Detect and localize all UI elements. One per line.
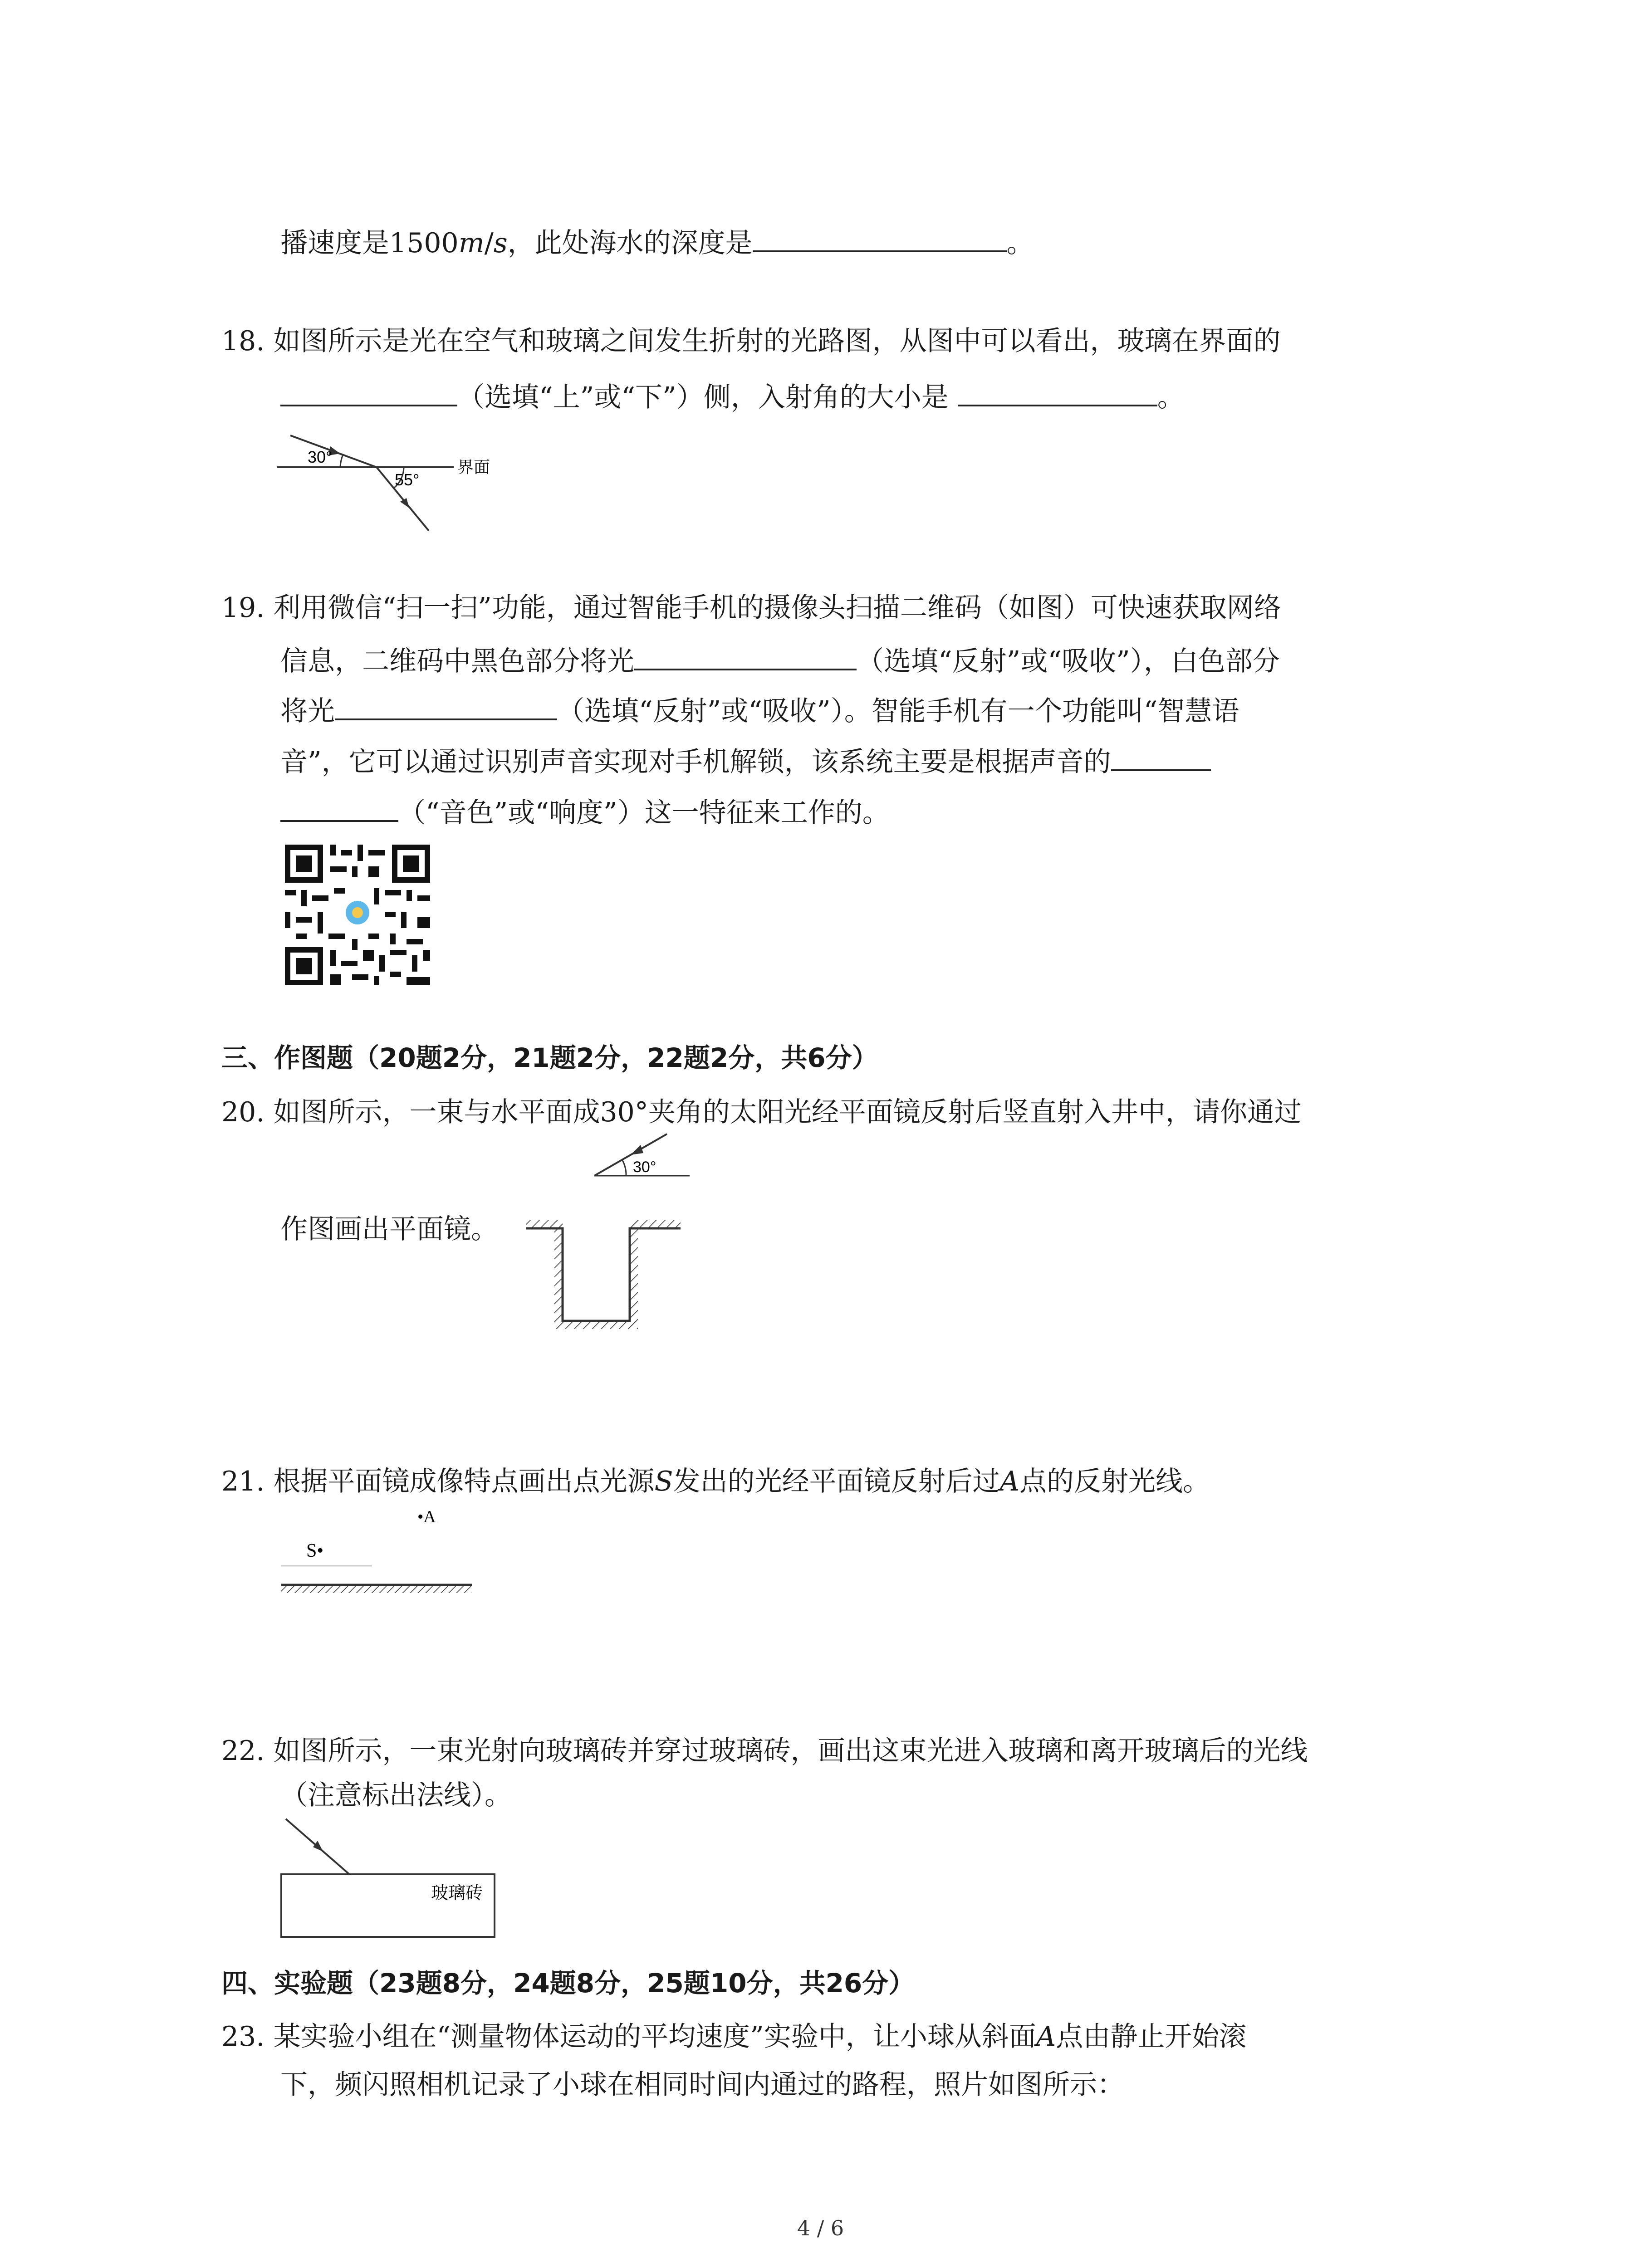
well-right-wall-hatch: [630, 1220, 638, 1329]
q19-line-1: 19. 利用微信“扫一扫”功能，通过智能手机的摄像头扫描二维码（如图）可快速获取网络: [221, 592, 1281, 624]
question-number: 20.: [221, 1096, 265, 1128]
refracted-arrow: [400, 498, 409, 508]
q18-line-2: （选填“上”或“下”）侧，入射角的大小是 。: [280, 376, 1185, 415]
q18-blank-2[interactable]: [958, 376, 1157, 406]
glass-brick-label: 玻璃砖: [431, 1884, 483, 1903]
section-heading-experiment: 四、实验题（23题8分，24题8分，25题10分，共26分）: [221, 1968, 915, 1999]
section-heading-drawing: 三、作图题（20题2分，21题2分，22题2分，共6分）: [221, 1042, 878, 1073]
q23-line-1: 23. 某实验小组在“测量物体运动的平均速度”实验中，让小球从斜面A点由静止开始滚: [221, 2021, 1247, 2053]
q19-line-5: （“音色”或“响度”）这一特征来工作的。: [280, 792, 890, 831]
q21-line-1: 21. 根据平面镜成像特点画出点光源S发出的光经平面镜反射后过A点的反射光线。: [221, 1466, 1210, 1497]
q20-well-figure: [526, 1134, 681, 1334]
q19-blank-2[interactable]: [335, 690, 557, 720]
q18-refraction-figure: [272, 417, 508, 535]
incident-arrow: [313, 1841, 323, 1852]
q17-answer-blank[interactable]: [753, 222, 1007, 252]
question-number: 22.: [221, 1735, 265, 1767]
q19-blank-1[interactable]: [634, 640, 857, 670]
q19-blank-3a[interactable]: [1111, 741, 1211, 771]
point-s-label: S•: [306, 1540, 324, 1561]
q18-blank-1[interactable]: [280, 376, 457, 406]
q22-glass-brick-figure: [281, 1819, 499, 1941]
question-number: 21.: [221, 1466, 265, 1497]
q17-continuation: 播速度是1500m/s，此处海水的深度是 。: [280, 222, 1034, 261]
qr-code-image: [285, 845, 430, 985]
q18-line-1: 18. 如图所示是光在空气和玻璃之间发生折射的光路图，从图中可以看出，玻璃在界面的: [221, 325, 1281, 357]
angle-arc: [622, 1160, 626, 1176]
angle-label-30: 30°: [308, 448, 333, 466]
q19-blank-3b[interactable]: [280, 792, 398, 822]
sun-ray-arrow: [631, 1145, 643, 1155]
mirror-hatch: [281, 1586, 472, 1593]
q22-line-1: 22. 如图所示，一束光射向玻璃砖并穿过玻璃砖，画出这束光进入玻璃和离开玻璃后的光线: [221, 1735, 1308, 1767]
interface-label: 界面: [457, 458, 490, 476]
q20-line-1: 20. 如图所示，一束与水平面成30°夹角的太阳光经平面镜反射后竖直射入井中，请你通过: [221, 1096, 1302, 1128]
q19-line-4: 音”，它可以通过识别声音实现对手机解锁，该系统主要是根据声音的: [280, 741, 1211, 780]
q21-mirror-figure: [281, 1506, 481, 1597]
q23-line-2: 下，频闪照相机记录了小球在相同时间内通过的路程，照片如图所示：: [280, 2069, 1124, 2101]
well-bottom-hatch: [554, 1321, 638, 1329]
q22-line-2: （注意标出法线）。: [280, 1779, 512, 1811]
question-number: 19.: [221, 592, 265, 624]
point-a-label: •A: [417, 1507, 436, 1526]
angle-label-55: 55°: [395, 470, 420, 489]
question-number: 23.: [221, 2021, 265, 2053]
q20-line-2: 作图画出平面镜。: [280, 1213, 498, 1245]
well-outline: [526, 1228, 681, 1321]
q19-line-3: 将光 （选填“反射”或“吸收”）。智能手机有一个功能叫“智慧语: [280, 690, 1239, 729]
question-number: 18.: [221, 325, 265, 357]
well-left-wall-hatch: [554, 1220, 563, 1329]
page-number: 4 / 6: [797, 2216, 844, 2240]
angle-label: 30°: [633, 1158, 656, 1176]
angle-arc-30: [340, 455, 343, 467]
q19-line-2: 信息，二维码中黑色部分将光 （选填“反射”或“吸收”），白色部分: [280, 640, 1280, 679]
